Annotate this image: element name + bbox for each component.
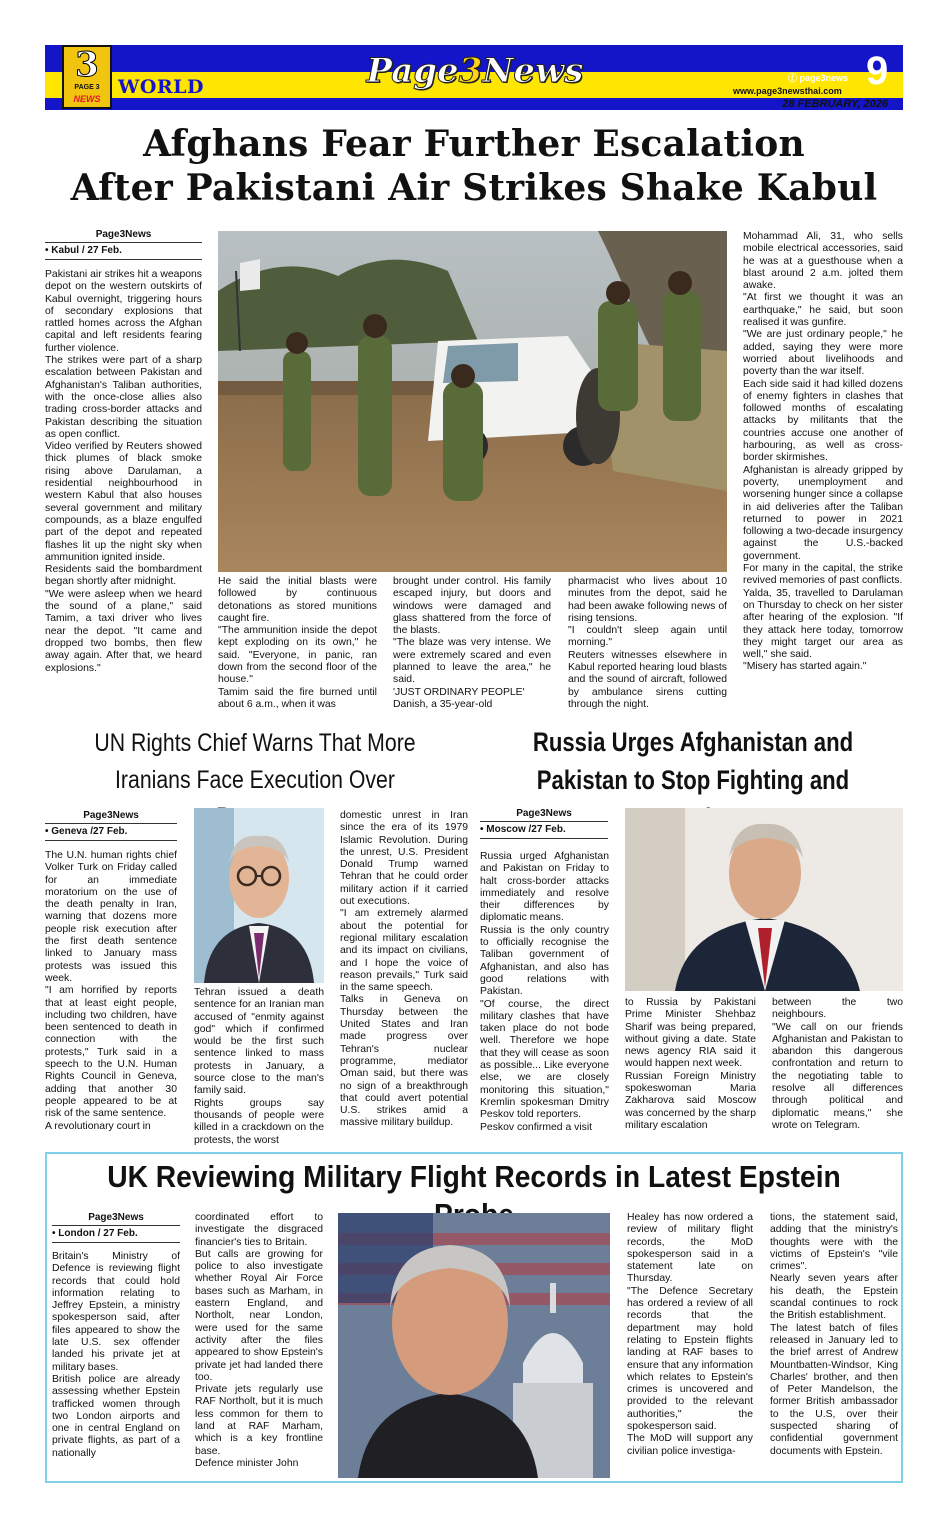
website-url: www.page3newsthai.com bbox=[733, 86, 842, 96]
byline-source: Page3News bbox=[480, 808, 608, 822]
story1-col1 bbox=[45, 269, 202, 721]
masthead bbox=[350, 46, 600, 96]
paragraph: The latest batch of files released in January led to the brief arrest of Andrew Mountbatten-Windsor, King Charles' brother, and then of Peter Mandelson, the former British ambassador to the U.S, over their suspected sharing of confidential government documents with Epstein. bbox=[770, 1322, 898, 1457]
story4-byline bbox=[52, 1212, 180, 1243]
paragraph: The U.N. human rights chief Volker Turk on Friday called for an immediate moratorium on the use of the death penalty in Iran, warning that dozens more people risk execution after the first death sentence linked to January mass protests was issued this week. bbox=[45, 850, 177, 984]
paragraph: Mohammad Ali, 31, who sells mobile electrical accessories, said he was at a guesthouse when a blast around 2 a.m. jolted them awake. bbox=[743, 231, 903, 292]
logo-digit: 3 bbox=[75, 45, 99, 85]
paragraph: Healey has now ordered a review of military flight records, the MoD spokesperson said in a statement late on Thursday. bbox=[627, 1212, 753, 1285]
paragraph: Afghanistan is already gripped by poverty, unemployment and worsening hunger since a collapse in aid deliveries after the Taliban returned to power in 2021 following a two-decade insurgency against the U.S.-backed government. bbox=[743, 464, 903, 562]
paragraph: Talks in Geneva on Thursday between the United States and Iran made progress over Tehran's nuclear programme, mediator Oman said, but there was no sign of a breakthrough that could avert potential U.S. strikes amid a massive military buildup. bbox=[340, 994, 468, 1129]
paragraph: He said the initial blasts were followed by continuous detonations as stored munitions caught fire. bbox=[218, 576, 377, 624]
paragraph: Reuters witnesses elsewhere in Kabul reported hearing loud blasts and the sound of aircraft, followed by ambulance sirens cutting through the night. bbox=[568, 649, 727, 710]
paragraph: Peskov confirmed a visit bbox=[480, 1121, 593, 1133]
paragraph: tions, the statement said, adding that the ministry's thoughts were with the victims of Epstein's "vile crimes". bbox=[770, 1212, 898, 1273]
story4-col2 bbox=[195, 1212, 323, 1477]
story4-col3 bbox=[627, 1212, 753, 1477]
story1-col4 bbox=[568, 576, 727, 722]
paragraph: "We call on our friends Afghanistan and Pakistan to abandon this dangerous confrontation and return to the negotiating table to resolve all differences through political and diplomatic means," she wrote on Telegram. bbox=[772, 1021, 903, 1131]
paragraph: British police are already assessing whether Epstein trafficked women through two London airports and one in central England on private flights, as part of a nationally bbox=[52, 1373, 180, 1459]
paragraph: Residents said the bombardment began shortly after midnight. bbox=[45, 564, 202, 588]
story2-col3 bbox=[340, 810, 468, 1150]
story2-byline bbox=[45, 810, 177, 841]
story3-headline-line2: Pakistan to Stop Fighting and bbox=[536, 765, 850, 795]
paragraph: The strikes were part of a sharp escalation between Pakistan and Afghanistan's Taliban authorities, with the once-close allies also trading cross-border attacks and Pakistan describing the situation as open conflict. bbox=[45, 355, 202, 440]
paragraph: "The blaze was very intense. We were extremely scared and even planned to leave the area," he said. bbox=[393, 637, 551, 686]
paragraph: For many in the capital, the strike revived memories of past conflicts. bbox=[743, 563, 903, 587]
paragraph: Russia urged Afghanistan and Pakistan on Friday to halt cross-border attacks immediately and resolve their differences by diplomatic means. bbox=[480, 851, 609, 924]
story2-col2 bbox=[194, 987, 324, 1150]
paragraph: brought under control. His family escaped injury, but doors and windows were damaged and glass shattered from the force of the blasts. bbox=[393, 576, 551, 637]
page-number: 9 bbox=[866, 49, 889, 93]
paragraph: Yalda, 35, travelled to Darulaman on Thursday to check on her sister after hearing of the explosion. "If they attack here today, tomorrow they might target our area as well," she said. bbox=[743, 587, 903, 661]
paragraph: Nearly seven years after his death, the Epstein scandal continues to rock the British establishment. bbox=[770, 1273, 898, 1322]
paragraph: Pakistani air strikes hit a weapons depot on the western outskirts of Kabul overnight, triggering hours of secondary explosions that rattled homes across the Afghan capital and left residents fearing further violence. bbox=[45, 269, 202, 354]
byline-dateline: • Moscow /27 Feb. bbox=[480, 824, 608, 839]
paragraph: Each side said it had killed dozens of enemy fighters in clashes that followed months of escalating attacks by militants that the countries accuse one another of harbouring, as well as cross-border skirmishes. bbox=[743, 378, 903, 464]
paragraph: Rights groups say thousands of people were killed in a crackdown on the protests, the worst bbox=[194, 1097, 324, 1146]
story2-headline-line1: UN Rights Chief Warns That More bbox=[94, 729, 416, 757]
byline-dateline: • Kabul / 27 Feb. bbox=[45, 245, 202, 260]
byline-source: Page3News bbox=[52, 1212, 180, 1226]
paragraph: "The Defence Secretary has ordered a review of all records that the department may hold relating to Epstein flights landing at RAF bases to ensure that any information which relates to Epstein's crimes is uncovered and provided to the relevant authorities," the spokesperson said. bbox=[627, 1285, 753, 1433]
paragraph: "I couldn't sleep again until morning." bbox=[568, 625, 727, 649]
paragraph: A revolutionary court in bbox=[45, 1120, 151, 1132]
paragraph: Britain's Ministry of Defence is reviewing flight records that could hold information relating to Jeffrey Epstein, a ministry spokesperson said, after files appeared to show the late U.S. sex offender landed his private jet at military bases. bbox=[52, 1251, 180, 1373]
paragraph: "Misery has started again." bbox=[743, 661, 867, 673]
jeffrey-epstein-photo bbox=[338, 1213, 610, 1478]
social-handle: ⓕ page3news bbox=[788, 73, 849, 83]
paragraph: Private jets regularly use RAF Northolt, but it is much less common for them to land at RAF Marham, which is a key frontline base. bbox=[195, 1384, 323, 1457]
byline-dateline: • Geneva /27 Feb. bbox=[45, 826, 177, 841]
story1-headline-line2: After Pakistani Air Strikes Shake Kabul bbox=[70, 167, 878, 209]
logo-small-text: PAGE 3 bbox=[74, 84, 100, 91]
paragraph: Danish, a 35-year-old bbox=[393, 698, 493, 710]
logo-news-text: NEWS bbox=[73, 94, 101, 104]
paragraph: The MoD will support any civilian police investiga- bbox=[627, 1433, 753, 1457]
story3-col3 bbox=[772, 997, 903, 1151]
story3-headline-line1: Russia Urges Afghanistan and bbox=[532, 727, 854, 757]
paragraph: coordinated effort to investigate the disgraced financier's ties to Britain. bbox=[195, 1212, 323, 1248]
paragraph: "We were asleep when we heard the sound of a plane," said Tamim, a taxi driver who lives near the depot. "It came and dropped two bombs, then flew away again. After that, we heard explosions." bbox=[45, 588, 202, 674]
story4-col4 bbox=[770, 1212, 898, 1477]
paragraph: "Of course, the direct military clashes that have taken place do not bode well. Therefore we hope that they will cease as soon as possible... Like everyone else, we are closely monitoring this situation," Kremlin spokesman Dmitry Peskov told reporters. bbox=[480, 998, 609, 1121]
story2-col1 bbox=[45, 850, 177, 1149]
story3-col1 bbox=[480, 851, 609, 1151]
issue-date: 28 FEBRUARY, 2026 bbox=[782, 98, 888, 110]
paragraph: to Russia by Pakistani Prime Minister Shehbaz Sharif was being prepared, without giving a date. State news agency RIA said it would happen next week. bbox=[625, 997, 756, 1070]
paragraph: Tamim said the fire burned until about 6 a.m., when it was bbox=[218, 686, 377, 710]
story1-col2 bbox=[218, 576, 377, 722]
dmitry-peskov-photo bbox=[625, 808, 903, 991]
taliban-fighters-photo bbox=[218, 231, 727, 572]
paragraph: "We are just ordinary people," he added, saying they were more worried about livelihoods and poverty than the war itself. bbox=[743, 329, 903, 378]
story2-headline-line2: Iranians Face Execution Over bbox=[115, 766, 395, 794]
story1-col5 bbox=[743, 231, 903, 722]
paragraph: between the two neighbours. bbox=[772, 997, 903, 1021]
paragraph: Video verified by Reuters showed thick plumes of black smoke rising above Darulaman, a residential neighbourhood in western Kabul that also houses several government and military compounds, as a blaze engulfed part of the depot and repeated flashes lit up the night sky when ammunition ignited inside. bbox=[45, 441, 202, 563]
story3-col2 bbox=[625, 997, 756, 1151]
paragraph: Defence minister John bbox=[195, 1457, 299, 1469]
paragraph: "The ammunition inside the depot kept exploding on its own," he said. "Everyone, in panic, ran down from the second floor of the house." bbox=[218, 625, 377, 686]
story1-headline-line1: Afghans Fear Further Escalation bbox=[143, 123, 805, 165]
paragraph: But calls are growing for police to also investigate whether Royal Air Force bases such as Marham, in eastern England, and Northolt, near London, were used for the same activity after the files appeared to show Epstein's private jet had landed there too. bbox=[195, 1248, 323, 1383]
story4-col1 bbox=[52, 1251, 180, 1477]
paragraph: "I am horrified by reports that at least eight people, including two children, have been sentenced to death in connection with the protests," Turk said in a speech to the U.N. Human Rights Council in Geneva, adding that another 30 people appeared to be at risk of the same sentence. bbox=[45, 985, 177, 1120]
paragraph: Tehran issued a death sentence for an Iranian man accused of "enmity against god" which if confirmed would be the first such sentence linked to mass protests in January, a source close to the man's family said. bbox=[194, 987, 324, 1097]
masthead-post: News bbox=[482, 51, 584, 91]
paragraph: Russia is the only country to officially recognise the Taliban government of Afghanistan, and also has good relations with Pakistan. bbox=[480, 924, 609, 998]
paragraph: pharmacist who lives about 10 minutes from the depot, said he had been awake following news of rising tensions. bbox=[568, 576, 727, 624]
section-label: WORLD bbox=[118, 76, 205, 98]
volker-turk-photo bbox=[194, 808, 324, 983]
paragraph: Russian Foreign Ministry spokeswoman Maria Zakharova said Moscow was concerned by the sharp military escalation bbox=[625, 1070, 756, 1131]
story3-byline bbox=[480, 808, 608, 839]
story1-byline bbox=[45, 229, 202, 260]
paragraph: "At first we thought it was an earthquake," he said, but soon realised it was gunfire. bbox=[743, 292, 903, 329]
story1-col3 bbox=[393, 576, 551, 722]
masthead-digit: 3 bbox=[458, 51, 483, 91]
paragraph: domestic unrest in Iran since the era of its 1979 Islamic Revolution. During the unrest, U.S. President Donald Trump warned Tehran that he could order military action if it carried out executions. bbox=[340, 810, 468, 908]
byline-dateline: • London / 27 Feb. bbox=[52, 1228, 180, 1243]
byline-source: Page3News bbox=[45, 810, 177, 824]
byline-source: Page3News bbox=[45, 229, 202, 243]
masthead-pre: Page bbox=[366, 51, 459, 91]
paragraph: 'JUST ORDINARY PEOPLE' bbox=[393, 686, 525, 698]
story4-headline: UK Reviewing Military Flight Records in Latest Epstein bbox=[107, 1159, 841, 1194]
story1-headline bbox=[45, 122, 903, 210]
paragraph: "I am extremely alarmed about the potential for regional military escalation and its impact on civilians, and I hope the voice of reason prevails," Turk said in the same speech. bbox=[340, 908, 468, 994]
